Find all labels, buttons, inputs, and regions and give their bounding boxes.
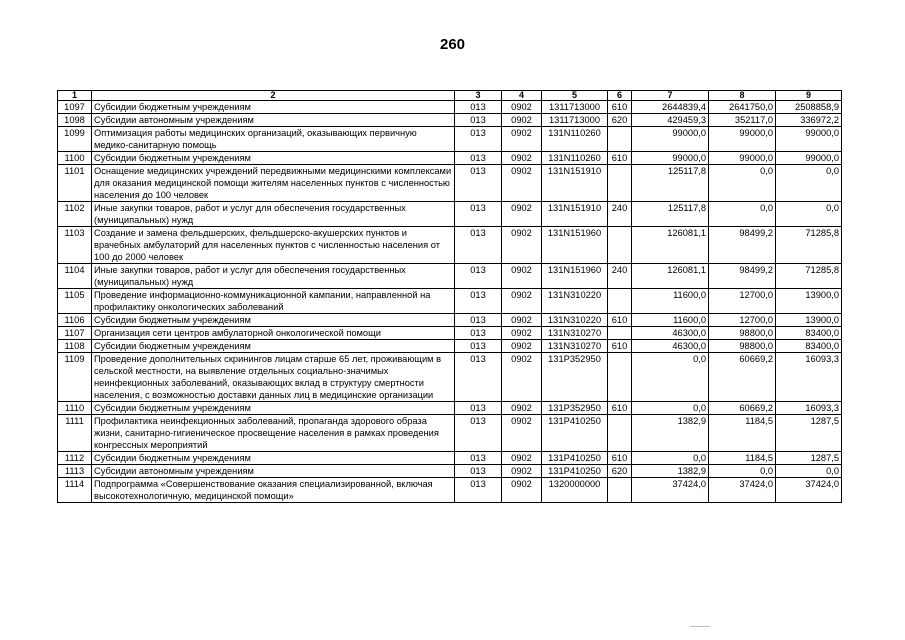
row-amount-9: 336972,2 (776, 114, 842, 127)
row-amount-8: 352117,0 (709, 114, 776, 127)
row-number: 1110 (58, 402, 92, 415)
row-code-4: 0902 (502, 327, 542, 340)
row-amount-7: 126081,1 (632, 264, 709, 289)
row-name: Создание и замена фельдшерских, фельдшерско-акушерских пунктов и врачебных амбулаторий для населенных пунктов с численностью населения от 100 до 2000 человек (92, 227, 455, 264)
row-amount-9: 0,0 (776, 202, 842, 227)
table-row (58, 264, 842, 289)
row-code-6 (608, 289, 632, 314)
col-header: 2 (92, 91, 455, 101)
row-amount-7: 125117,8 (632, 202, 709, 227)
row-name: Иные закупки товаров, работ и услуг для обеспечения государственных (муниципальных) нужд (92, 202, 455, 227)
row-code-6: 240 (608, 264, 632, 289)
row-amount-7: 1382,9 (632, 415, 709, 452)
row-number: 1102 (58, 202, 92, 227)
row-amount-7: 2644839,4 (632, 101, 709, 114)
row-amount-8: 99000,0 (709, 127, 776, 152)
row-number: 1109 (58, 353, 92, 402)
row-code-6: 620 (608, 114, 632, 127)
row-number: 1113 (58, 465, 92, 478)
row-code-4: 0902 (502, 152, 542, 165)
row-amount-9: 13900,0 (776, 314, 842, 327)
row-number: 1106 (58, 314, 92, 327)
row-amount-9: 83400,0 (776, 327, 842, 340)
scan-mark (690, 626, 710, 627)
row-code-4: 0902 (502, 101, 542, 114)
col-header: 9 (776, 91, 842, 101)
row-amount-8: 98499,2 (709, 227, 776, 264)
row-code-6: 610 (608, 314, 632, 327)
row-code-6 (608, 127, 632, 152)
row-code-3: 013 (455, 452, 502, 465)
row-number: 1108 (58, 340, 92, 353)
row-code-4: 0902 (502, 340, 542, 353)
row-code-6: 610 (608, 340, 632, 353)
row-code-4: 0902 (502, 465, 542, 478)
row-amount-9: 1287,5 (776, 452, 842, 465)
row-amount-9: 71285,8 (776, 227, 842, 264)
row-code-4: 0902 (502, 478, 542, 503)
row-amount-9: 16093,3 (776, 353, 842, 402)
row-code-6: 610 (608, 452, 632, 465)
row-code-5: 131P352950 (542, 402, 608, 415)
row-amount-7: 37424,0 (632, 478, 709, 503)
table-row (58, 152, 842, 165)
row-number: 1107 (58, 327, 92, 340)
row-amount-7: 11600,0 (632, 314, 709, 327)
row-number: 1099 (58, 127, 92, 152)
row-name: Субсидии автономным учреждениям (92, 465, 455, 478)
row-amount-7: 126081,1 (632, 227, 709, 264)
row-code-6: 240 (608, 202, 632, 227)
row-code-5: 131N310270 (542, 327, 608, 340)
table-row (58, 478, 842, 503)
row-amount-7: 0,0 (632, 353, 709, 402)
row-amount-8: 98800,0 (709, 340, 776, 353)
col-header: 6 (608, 91, 632, 101)
col-header: 5 (542, 91, 608, 101)
col-header: 7 (632, 91, 709, 101)
table-row (58, 202, 842, 227)
row-amount-8: 12700,0 (709, 289, 776, 314)
table-row (58, 353, 842, 402)
row-amount-9: 71285,8 (776, 264, 842, 289)
row-name: Субсидии бюджетным учреждениям (92, 152, 455, 165)
row-code-4: 0902 (502, 202, 542, 227)
row-code-4: 0902 (502, 402, 542, 415)
row-name: Организация сети центров амбулаторной онкологической помощи (92, 327, 455, 340)
row-name: Оптимизация работы медицинских организаций, оказывающих первичную медико-санитарную помощь (92, 127, 455, 152)
row-code-5: 131P410250 (542, 452, 608, 465)
row-code-5: 131N110260 (542, 127, 608, 152)
page-number: 260 (439, 36, 466, 53)
row-amount-8: 98800,0 (709, 327, 776, 340)
row-code-6: 610 (608, 152, 632, 165)
row-code-6 (608, 327, 632, 340)
col-header: 8 (709, 91, 776, 101)
row-code-5: 131N151910 (542, 202, 608, 227)
row-number: 1098 (58, 114, 92, 127)
row-number: 1103 (58, 227, 92, 264)
row-amount-9: 1287,5 (776, 415, 842, 452)
row-code-6: 610 (608, 101, 632, 114)
row-code-6 (608, 165, 632, 202)
row-amount-8: 1184,5 (709, 415, 776, 452)
row-name: Проведение информационно-коммуникационной кампании, направленной на профилактику онкологических заболеваний (92, 289, 455, 314)
row-amount-8: 99000,0 (709, 152, 776, 165)
table-row (58, 227, 842, 264)
row-number: 1114 (58, 478, 92, 503)
row-code-4: 0902 (502, 289, 542, 314)
row-code-6 (608, 478, 632, 503)
row-amount-7: 46300,0 (632, 340, 709, 353)
table-row (58, 127, 842, 152)
row-amount-9: 37424,0 (776, 478, 842, 503)
table-row (58, 465, 842, 478)
row-name: Субсидии бюджетным учреждениям (92, 452, 455, 465)
row-amount-9: 2508858,9 (776, 101, 842, 114)
table-row (58, 165, 842, 202)
row-amount-8: 37424,0 (709, 478, 776, 503)
row-amount-9: 99000,0 (776, 127, 842, 152)
row-code-5: 131N310270 (542, 340, 608, 353)
table-row (58, 101, 842, 114)
row-code-5: 1311713000 (542, 101, 608, 114)
row-amount-8: 0,0 (709, 165, 776, 202)
row-number: 1104 (58, 264, 92, 289)
row-number: 1097 (58, 101, 92, 114)
table-row (58, 452, 842, 465)
row-code-4: 0902 (502, 127, 542, 152)
row-amount-8: 12700,0 (709, 314, 776, 327)
row-amount-8: 0,0 (709, 202, 776, 227)
row-code-5: 1320000000 (542, 478, 608, 503)
header-row (58, 91, 842, 101)
table-row (58, 289, 842, 314)
row-amount-9: 16093,3 (776, 402, 842, 415)
row-code-3: 013 (455, 353, 502, 402)
row-code-4: 0902 (502, 114, 542, 127)
row-code-4: 0902 (502, 264, 542, 289)
row-code-4: 0902 (502, 227, 542, 264)
row-code-6: 610 (608, 402, 632, 415)
row-code-3: 013 (455, 415, 502, 452)
row-number: 1100 (58, 152, 92, 165)
row-amount-7: 429459,3 (632, 114, 709, 127)
row-code-5: 1311713000 (542, 114, 608, 127)
row-code-3: 013 (455, 289, 502, 314)
row-code-3: 013 (455, 114, 502, 127)
row-code-5: 131P352950 (542, 353, 608, 402)
row-name: Подпрограмма «Совершенствование оказания специализированной, включая высокотехнологичную, медицинской помощи» (92, 478, 455, 503)
row-amount-7: 99000,0 (632, 152, 709, 165)
table-body (58, 101, 842, 503)
row-amount-7: 125117,8 (632, 165, 709, 202)
row-code-3: 013 (455, 165, 502, 202)
row-code-6 (608, 415, 632, 452)
row-code-4: 0902 (502, 353, 542, 402)
row-code-6 (608, 227, 632, 264)
row-code-5: 131N310220 (542, 314, 608, 327)
col-header: 1 (58, 91, 92, 101)
row-name: Субсидии бюджетным учреждениям (92, 402, 455, 415)
row-amount-8: 60669,2 (709, 402, 776, 415)
table-row (58, 415, 842, 452)
table-row (58, 114, 842, 127)
row-amount-9: 0,0 (776, 165, 842, 202)
row-code-5: 131N110260 (542, 152, 608, 165)
row-code-3: 013 (455, 152, 502, 165)
row-code-4: 0902 (502, 165, 542, 202)
row-name: Субсидии бюджетным учреждениям (92, 314, 455, 327)
row-amount-8: 0,0 (709, 465, 776, 478)
row-amount-7: 0,0 (632, 452, 709, 465)
row-code-5: 131N151960 (542, 264, 608, 289)
row-amount-9: 0,0 (776, 465, 842, 478)
row-code-6 (608, 353, 632, 402)
row-code-4: 0902 (502, 415, 542, 452)
row-name: Оснащение медицинских учреждений передвижными медицинскими комплексами для оказания медицинской помощи жителям населенных пунктов с численностью населения до 100 человек (92, 165, 455, 202)
row-amount-8: 2641750,0 (709, 101, 776, 114)
table-row (58, 327, 842, 340)
table-row (58, 340, 842, 353)
row-code-3: 013 (455, 264, 502, 289)
row-amount-9: 99000,0 (776, 152, 842, 165)
row-number: 1111 (58, 415, 92, 452)
row-number: 1112 (58, 452, 92, 465)
row-code-3: 013 (455, 227, 502, 264)
row-amount-7: 1382,9 (632, 465, 709, 478)
row-code-5: 131N151910 (542, 165, 608, 202)
row-name: Проведение дополнительных скринингов лицам старше 65 лет, проживающим в сельской местности, на выявление отдельных социально-значимых неинфекционных заболеваний, оказывающих вклад в структуру смертности населения, с возможностью доставки данных лиц в медицинские организации (92, 353, 455, 402)
row-amount-8: 1184,5 (709, 452, 776, 465)
row-code-3: 013 (455, 465, 502, 478)
row-amount-7: 99000,0 (632, 127, 709, 152)
table-row (58, 402, 842, 415)
row-number: 1105 (58, 289, 92, 314)
row-name: Субсидии автономным учреждениям (92, 114, 455, 127)
row-code-6: 620 (608, 465, 632, 478)
row-code-3: 013 (455, 101, 502, 114)
row-amount-8: 60669,2 (709, 353, 776, 402)
row-code-5: 131N151960 (542, 227, 608, 264)
row-amount-9: 13900,0 (776, 289, 842, 314)
row-amount-7: 46300,0 (632, 327, 709, 340)
row-code-3: 013 (455, 327, 502, 340)
row-code-3: 013 (455, 314, 502, 327)
row-code-3: 013 (455, 127, 502, 152)
row-code-3: 013 (455, 402, 502, 415)
table-row (58, 314, 842, 327)
budget-table (57, 90, 842, 503)
row-code-5: 131P410250 (542, 465, 608, 478)
row-code-4: 0902 (502, 452, 542, 465)
row-amount-9: 83400,0 (776, 340, 842, 353)
row-name: Профилактика неинфекционных заболеваний, пропаганда здорового образа жизни, санитарно-гигиеническое просвещение населения в рамках проведения конгрессных мероприятий (92, 415, 455, 452)
row-amount-7: 11600,0 (632, 289, 709, 314)
row-code-3: 013 (455, 202, 502, 227)
row-name: Иные закупки товаров, работ и услуг для обеспечения государственных (муниципальных) нужд (92, 264, 455, 289)
row-amount-8: 98499,2 (709, 264, 776, 289)
col-header: 3 (455, 91, 502, 101)
row-amount-7: 0,0 (632, 402, 709, 415)
row-number: 1101 (58, 165, 92, 202)
row-code-3: 013 (455, 340, 502, 353)
row-name: Субсидии бюджетным учреждениям (92, 101, 455, 114)
row-code-3: 013 (455, 478, 502, 503)
row-code-5: 131P410250 (542, 415, 608, 452)
col-header: 4 (502, 91, 542, 101)
row-code-4: 0902 (502, 314, 542, 327)
row-code-5: 131N310220 (542, 289, 608, 314)
row-name: Субсидии бюджетным учреждениям (92, 340, 455, 353)
